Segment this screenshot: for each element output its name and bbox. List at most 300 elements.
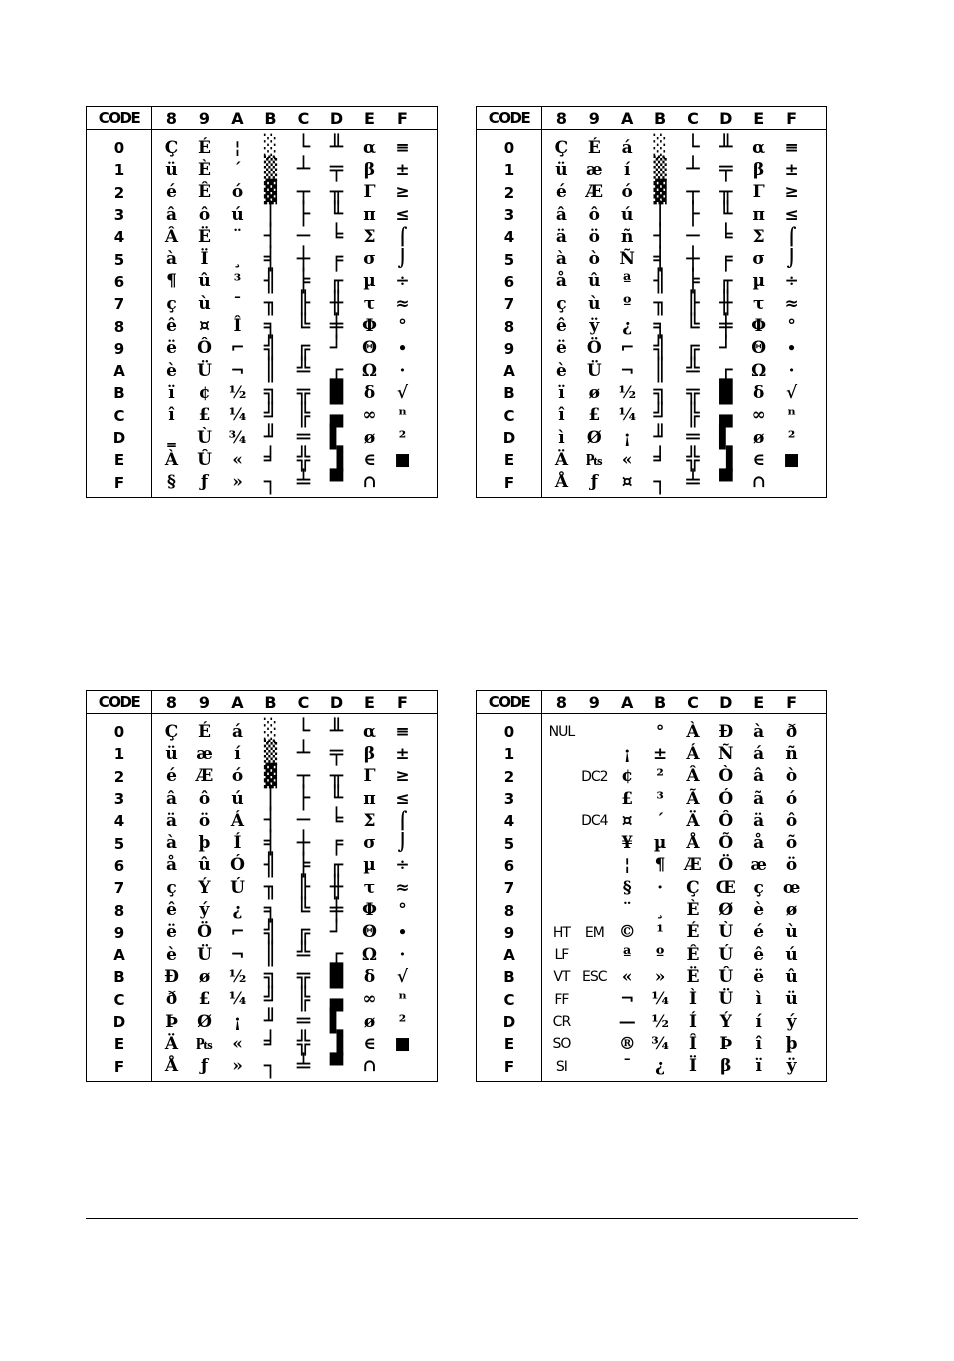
char-cell: â: [165, 788, 177, 809]
row-label: 3: [503, 790, 515, 809]
char-cell: [578, 1011, 611, 1033]
char-cell: Î: [688, 1033, 697, 1054]
char-cell: Å: [686, 833, 700, 854]
char-cell: ╕: [653, 313, 667, 339]
char-cell: ù: [588, 293, 601, 314]
char-cell: ½: [651, 1011, 669, 1032]
row-label: 5: [503, 834, 515, 853]
row-label: F: [503, 1057, 515, 1076]
char-cell: █: [329, 380, 344, 406]
char-cell: ╘: [329, 808, 344, 834]
row-label: 4: [503, 812, 515, 831]
char-cell: ╢: [263, 268, 278, 294]
char-cell: ¡: [623, 427, 631, 448]
char-cell: ▒: [263, 741, 278, 767]
char-cell: Ü: [197, 944, 212, 965]
char-cell: Û: [197, 449, 212, 470]
char-cell: ▐: [329, 447, 344, 473]
char-cell: Φ: [362, 900, 377, 921]
char-cell: ┬: [296, 179, 311, 205]
char-cell: ╫: [329, 291, 344, 317]
char-cell: ù: [198, 293, 211, 314]
char-cell: ó: [785, 788, 798, 809]
char-cell: Ê: [686, 944, 700, 965]
char-cell: ║: [263, 358, 278, 384]
char-cell: §: [622, 877, 632, 898]
char-cell: Ô: [197, 338, 212, 359]
char-cell: SO: [552, 1036, 571, 1053]
char-cell: ╗: [263, 964, 278, 990]
char-cell: ê: [556, 316, 567, 337]
row-label: C: [503, 406, 515, 425]
char-cell: σ: [752, 249, 765, 270]
row-label: 6: [503, 856, 515, 875]
char-cell: ±: [652, 743, 668, 764]
row-label: C: [503, 990, 515, 1009]
code-column-divider: [541, 691, 542, 1081]
char-cell: â: [165, 204, 177, 225]
row-label: 4: [503, 228, 515, 247]
char-cell: δ: [363, 382, 376, 403]
char-cell: Ç: [164, 137, 179, 158]
char-cell: ╙: [329, 202, 344, 228]
column-header: C: [297, 108, 310, 128]
row-label: 0: [113, 723, 125, 742]
char-cell: ╤: [719, 157, 733, 183]
char-cell: Ü: [586, 360, 602, 381]
char-cell: Í: [233, 833, 242, 854]
char-cell: ┘: [329, 335, 344, 361]
char-cell: ░: [263, 719, 278, 745]
char-cell: ╛: [653, 447, 667, 473]
char-cell: [545, 877, 578, 899]
char-cell: ╡: [263, 830, 278, 856]
char-cell: α: [362, 721, 377, 742]
char-cell: ¸: [233, 249, 242, 270]
char-cell: ╙: [719, 202, 733, 228]
char-cell: ç: [166, 877, 177, 898]
char-cell: ╖: [653, 291, 667, 317]
row-label: 5: [113, 250, 125, 269]
char-cell: [578, 1033, 611, 1055]
code-column-divider: [151, 107, 152, 497]
char-cell: ð: [165, 989, 178, 1010]
row-label: 6: [503, 272, 515, 291]
row-label: A: [113, 946, 125, 965]
char-cell: ▀: [329, 1053, 344, 1079]
char-cell: ƒ: [590, 472, 598, 493]
char-cell: ∙: [787, 338, 796, 359]
char-cell: ╪: [329, 313, 344, 339]
char-cell: ô: [785, 810, 798, 831]
row-label: 2: [503, 183, 515, 202]
char-cell: ▌: [329, 1009, 344, 1035]
char-cell: ╗: [653, 380, 667, 406]
char-cell: À: [686, 721, 700, 742]
char-cell: ⌠: [397, 226, 408, 247]
char-cell: ■: [783, 449, 800, 470]
char-cell: Ò: [718, 766, 734, 787]
char-cell: ã: [753, 788, 765, 809]
char-cell: µ: [363, 855, 376, 876]
char-cell: Ú: [230, 877, 245, 898]
char-cell: ▒: [653, 157, 667, 183]
char-cell: ─: [296, 808, 311, 834]
char-cell: ÷: [395, 271, 410, 292]
row-label: A: [503, 946, 515, 965]
row-label: F: [503, 473, 515, 492]
row-label: 6: [113, 272, 125, 291]
char-cell: ╚: [296, 313, 311, 339]
char-cell: ░: [263, 135, 278, 161]
char-cell: ¿: [622, 316, 633, 337]
char-cell: º: [622, 293, 632, 314]
char-cell: »: [654, 966, 666, 987]
char-cell: ╛: [263, 447, 278, 473]
char-cell: ╘: [719, 224, 733, 250]
char-cell: ╣: [653, 335, 667, 361]
char-cell: £: [198, 989, 211, 1010]
char-cell: ╫: [329, 875, 344, 901]
char-cell: [578, 721, 611, 743]
column-header: F: [397, 108, 408, 128]
char-cell: ∞: [751, 405, 766, 426]
char-cell: ⌠: [397, 810, 408, 831]
char-cell: ´: [655, 810, 665, 831]
char-cell: Ä: [164, 1033, 179, 1054]
char-cell: EM: [584, 924, 604, 941]
char-cell: ┬: [296, 763, 311, 789]
char-cell: ¤: [621, 810, 633, 831]
char-cell: ╞: [296, 268, 311, 294]
char-cell: ±: [395, 743, 410, 764]
char-cell: ·: [657, 877, 664, 898]
row-label: 2: [503, 767, 515, 786]
char-cell: Å: [554, 472, 569, 493]
char-cell: ¼: [651, 989, 669, 1010]
char-cell: │: [263, 786, 278, 812]
char-cell: Ñ: [718, 743, 734, 764]
char-cell: DC2: [581, 768, 608, 785]
char-cell: ■: [394, 449, 411, 470]
char-cell: ▄: [329, 986, 344, 1012]
char-cell: Ú: [718, 944, 734, 965]
char-cell: é: [166, 182, 177, 203]
char-cell: ⌡: [397, 249, 408, 270]
char-cell: Ê: [198, 182, 211, 203]
char-cell: ═: [296, 425, 311, 451]
char-cell: Ý: [198, 877, 211, 898]
char-cell: ª: [623, 271, 632, 292]
char-cell: æ: [586, 159, 603, 180]
char-cell: ï: [755, 1056, 762, 1077]
char-cell: Ω: [361, 944, 378, 965]
char-cell: î: [755, 1033, 762, 1054]
char-cell: │: [653, 202, 667, 228]
char-cell: [578, 899, 611, 921]
char-cell: û: [588, 271, 601, 292]
char-cell: ┐: [263, 469, 278, 495]
char-cell: ¾: [651, 1033, 669, 1054]
column-header: A: [620, 108, 634, 128]
char-cell: é: [166, 766, 177, 787]
column-header: 9: [198, 108, 211, 128]
char-cell: ¿: [232, 900, 243, 921]
char-cell: ╟: [296, 291, 311, 317]
char-cell: ≈: [784, 293, 799, 314]
char-cell: £: [198, 405, 211, 426]
char-cell: «: [621, 966, 633, 987]
char-cell: ╠: [296, 986, 311, 1012]
row-label: 8: [113, 317, 125, 336]
char-cell: τ: [752, 293, 765, 314]
char-cell: Ö: [197, 922, 212, 943]
char-cell: σ: [363, 249, 376, 270]
char-cell: á: [231, 721, 243, 742]
row-label: 0: [503, 723, 515, 742]
char-cell: Ä: [554, 449, 569, 470]
char-cell: ╠: [296, 402, 311, 428]
header-divider: [477, 713, 826, 714]
char-cell: ╣: [263, 335, 278, 361]
char-cell: ±: [784, 159, 799, 180]
char-cell: É: [686, 922, 700, 943]
char-cell: ▌: [329, 425, 344, 451]
char-cell: ┬: [686, 179, 700, 205]
char-cell: ú: [231, 788, 244, 809]
char-cell: ┤: [263, 224, 278, 250]
char-cell: [545, 766, 578, 788]
char-cell: ¦: [234, 137, 241, 158]
char-cell: Ω: [751, 360, 767, 381]
row-label: 2: [113, 183, 125, 202]
char-cell: ╤: [329, 741, 344, 767]
char-cell: Ö: [586, 338, 602, 359]
column-header: D: [329, 692, 344, 712]
code-header: CODE: [98, 693, 140, 711]
row-label: 1: [503, 745, 515, 764]
char-cell: ▀: [329, 469, 344, 495]
char-cell: õ: [785, 833, 798, 854]
char-cell: ç: [556, 293, 567, 314]
char-cell: α: [752, 137, 766, 158]
char-cell: Å: [164, 1056, 179, 1077]
char-cell: [611, 721, 644, 743]
char-cell: ╥: [329, 179, 344, 205]
char-cell: ¥: [621, 833, 634, 854]
char-cell: ä: [753, 810, 765, 831]
char-cell: á: [753, 743, 765, 764]
char-cell: ù: [785, 922, 798, 943]
column-header: E: [364, 108, 375, 128]
char-cell: È: [686, 900, 700, 921]
char-cell: Ω: [361, 360, 378, 381]
char-cell: ó: [231, 766, 244, 787]
row-label: B: [113, 968, 125, 987]
char-cell: ü: [165, 159, 178, 180]
char-cell: NUL: [548, 724, 575, 741]
row-label: B: [503, 968, 515, 987]
column-header: B: [264, 692, 277, 712]
char-cell: ╔: [296, 919, 311, 945]
char-cell: ⌠: [786, 226, 797, 247]
char-cell: ò: [588, 249, 600, 270]
char-cell: ╚: [296, 897, 311, 923]
char-cell: í: [755, 1011, 762, 1032]
code-header: CODE: [488, 109, 530, 127]
char-cell: LF: [554, 947, 569, 964]
char-cell: Ø: [197, 1011, 212, 1032]
char-cell: ╝: [263, 986, 278, 1012]
char-cell: ë: [166, 922, 177, 943]
column-header: C: [687, 692, 699, 712]
char-cell: è: [166, 360, 177, 381]
char-cell: Ü: [718, 989, 734, 1010]
char-cell: ▌: [719, 425, 733, 451]
char-cell: É: [198, 137, 211, 158]
char-cell: Œ: [715, 877, 736, 898]
char-cell: ╥: [329, 763, 344, 789]
char-cell: ═: [296, 1009, 311, 1035]
char-cell: [386, 472, 419, 494]
char-cell: Æ: [684, 855, 702, 876]
char-cell: ∙: [398, 922, 407, 943]
char-cell: ½: [228, 966, 247, 987]
char-cell: █: [719, 380, 733, 406]
char-cell: ü: [785, 989, 798, 1010]
row-label: 9: [113, 923, 125, 942]
char-cell: ¹: [656, 922, 664, 943]
char-cell: ô: [198, 788, 211, 809]
char-cell: Â: [164, 226, 179, 247]
char-cell: ÿ: [589, 316, 600, 337]
char-cell: Σ: [363, 226, 376, 247]
char-cell: ┼: [686, 246, 700, 272]
row-label: 0: [113, 139, 125, 158]
char-cell: ²: [398, 427, 407, 448]
char-cell: ╡: [653, 246, 667, 272]
char-cell: û: [785, 966, 798, 987]
char-cell: Θ: [751, 338, 767, 359]
char-cell: ë: [556, 338, 567, 359]
column-header: 8: [165, 108, 178, 128]
char-cell: é: [753, 922, 765, 943]
char-cell: FF: [554, 991, 569, 1008]
char-cell: │: [263, 202, 278, 228]
char-cell: ┴: [296, 157, 311, 183]
char-cell: ©: [618, 922, 636, 943]
char-cell: ¿: [655, 1056, 666, 1077]
char-cell: ƒ: [200, 1056, 209, 1077]
char-cell: Ó: [230, 855, 245, 876]
row-label: 8: [503, 901, 515, 920]
char-cell: ∩: [751, 472, 766, 493]
char-cell: ´: [233, 159, 242, 180]
char-cell: »: [232, 1056, 243, 1077]
char-cell: Ð: [718, 721, 734, 742]
char-cell: ö: [785, 855, 798, 876]
char-cell: π: [363, 788, 376, 809]
char-cell: DC4: [581, 813, 608, 830]
char-cell: Á: [230, 810, 245, 831]
row-label: F: [113, 473, 125, 492]
char-cell: [386, 1056, 419, 1078]
char-cell: ¤: [199, 316, 210, 337]
char-cell: ╟: [686, 291, 700, 317]
char-cell: ╩: [686, 358, 700, 384]
char-cell: Æ: [585, 182, 604, 203]
row-label: 7: [503, 295, 515, 314]
column-header: B: [653, 692, 667, 712]
char-cell: ½: [618, 382, 637, 403]
column-header: E: [753, 692, 765, 712]
char-cell: ╔: [296, 335, 311, 361]
char-cell: [545, 810, 578, 832]
char-cell: █: [329, 964, 344, 990]
char-cell: ®: [618, 1033, 636, 1054]
char-cell: ▐: [329, 1031, 344, 1057]
char-cell: [578, 877, 611, 899]
char-cell: ƒ: [200, 472, 209, 493]
char-cell: ²: [656, 766, 664, 787]
char-cell: µ: [363, 271, 376, 292]
char-cell: ┌: [329, 358, 344, 384]
char-cell: Û: [718, 966, 734, 987]
row-label: D: [502, 429, 516, 448]
char-cell: ╞: [296, 852, 311, 878]
column-header: 9: [198, 692, 211, 712]
char-cell: ESC: [582, 969, 607, 986]
row-label: E: [113, 1035, 125, 1054]
char-cell: SI: [555, 1058, 567, 1075]
char-cell: «: [232, 1033, 243, 1054]
char-cell: ú: [621, 204, 634, 225]
char-cell: ë: [753, 966, 765, 987]
char-cell: Æ: [195, 766, 214, 787]
header-divider: [87, 129, 437, 130]
char-cell: ²: [787, 427, 796, 448]
char-cell: Φ: [362, 316, 377, 337]
char-cell: ¡: [233, 1011, 242, 1032]
char-cell: Ù: [718, 922, 734, 943]
char-cell: ≥: [395, 766, 410, 787]
char-cell: ║: [263, 942, 278, 968]
char-cell: ì: [558, 427, 565, 448]
char-cell: ║: [653, 358, 667, 384]
char-cell: þ: [198, 833, 211, 854]
char-cell: Ç: [164, 721, 179, 742]
char-cell: ≤: [395, 788, 410, 809]
char-cell: ô: [198, 204, 211, 225]
char-cell: ú: [785, 944, 798, 965]
char-cell: ╗: [263, 380, 278, 406]
char-cell: Ë: [686, 966, 700, 987]
char-cell: ╧: [686, 469, 700, 495]
char-cell: σ: [363, 833, 376, 854]
char-cell: [578, 788, 611, 810]
char-cell: û: [198, 855, 211, 876]
header-divider: [477, 129, 826, 130]
char-cell: í: [234, 743, 241, 764]
char-cell: Ô: [718, 810, 734, 831]
char-cell: ╖: [263, 875, 278, 901]
char-cell: è: [556, 360, 567, 381]
char-cell: ∈: [363, 449, 376, 470]
char-cell: ¬: [620, 360, 635, 381]
char-cell: ╨: [329, 135, 344, 161]
char-cell: ▒: [263, 157, 278, 183]
char-cell: ¬: [620, 989, 635, 1010]
